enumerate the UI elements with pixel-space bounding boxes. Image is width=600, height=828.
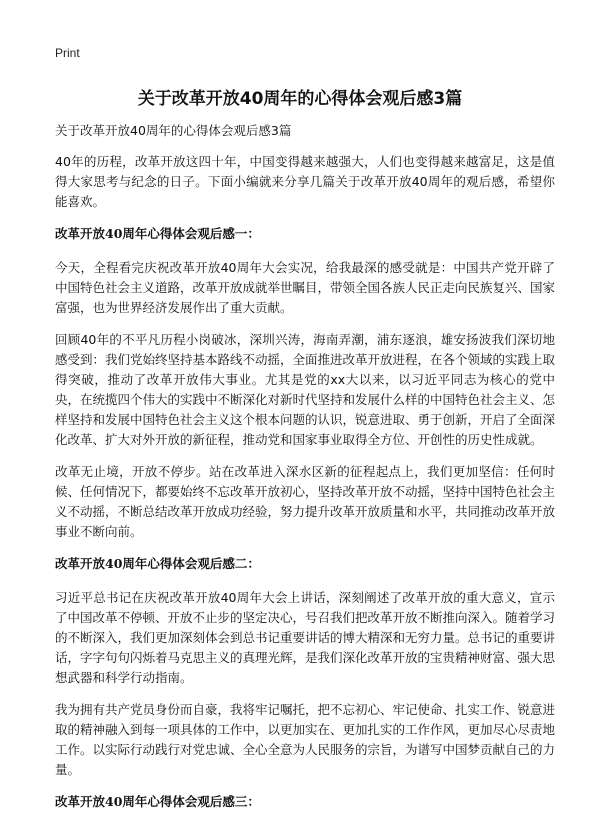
intro-paragraph: 40年的历程，改革开放这四十年，中国变得越来越强大，人们也变得越来越富足，这是值得大家思考与纪念的日子。下面小编就来分享几篇关于改革开放40周年的观后感，希望你能喜欢。: [55, 154, 555, 209]
section-2-paragraph: 我为拥有共产党员身份而自豪，我将牢记嘱托，把不忘初心、牢记使命、扎实工作、锐意进取的精神融入到每一项具体的工作中，以更加实在、更加扎实的工作作风，更加尽心尽责地工作。以实际行动践行对党忠诚、全心全意为人民服务的宗旨，为谱写中国梦贡献自己的力量。: [55, 702, 556, 777]
print-label: Print: [55, 46, 80, 60]
section-heading-1: 改革开放40周年心得体会观后感一：: [55, 226, 260, 241]
section-heading-3: 改革开放40周年心得体会观后感三：: [55, 794, 260, 809]
section-2-paragraph: 习近平总书记在庆祝改革开放40周年大会上讲话，深刻阐述了改革开放的重大意义，宣示了中国改革不停顿、开放不止步的坚定决心，号召我们把改革开放不断推向深入。随着学习的不断深入，我们更加深刻体会到总书记重要讲话的博大精深和无穷力量。总书记的重要讲话，字字句句闪烁着马克思主义的真理光辉，是我们深化改革开放的宝贵精神财富、强大思想武器和科学行动指南。: [55, 590, 556, 685]
section-heading-2: 改革开放40周年心得体会观后感二：: [55, 556, 260, 571]
section-1-paragraph: 改革无止境，开放不停步。站在改革进入深水区新的征程起点上，我们更加坚信：任何时候、任何情况下，都要始终不忘改革开放初心，坚持改革开放不动摇，坚持中国特色社会主义不动摇，不断总结改革开放成功经验，努力提升改革开放质量和水平，共同推动改革开放事业不断向前。: [55, 464, 556, 539]
page-subtitle: 关于改革开放40周年的心得体会观后感3篇: [55, 123, 292, 138]
section-1-paragraph: 今天，全程看完庆祝改革开放40周年大会实况，给我最深的感受就是：中国共产党开辟了中国特色社会主义道路，改革开放成就举世瞩目，带领全国各族人民正走向民族复兴、国家富强，也为世界经济发展作出了重大贡献。: [55, 260, 556, 315]
section-1-paragraph: 回顾40年的不平凡历程小岗破冰，深圳兴涛，海南弄潮，浦东逐浪，雄安扬波我们深切地感受到：我们党始终坚持基本路线不动摇，全面推进改革开放进程，在各个领域的实践上取得突破，推动了改革开放伟大事业。尤其是党的xx大以来，以习近平同志为核心的党中央，在统揽四个伟大的实践中不断深化对新时代坚持和发展什么样的中国特色社会主义、怎样坚持和发展中国特色社会主义这个根本问题的认识，锐意进取、勇于创新，开启了全面深化改革、扩大对外开放的新征程，推动党和国家事业取得全方位、开创性的历史性成就。: [55, 332, 556, 447]
article-body: [55, 152, 555, 826]
page-title: 关于改革开放40周年的心得体会观后感3篇: [137, 89, 463, 109]
